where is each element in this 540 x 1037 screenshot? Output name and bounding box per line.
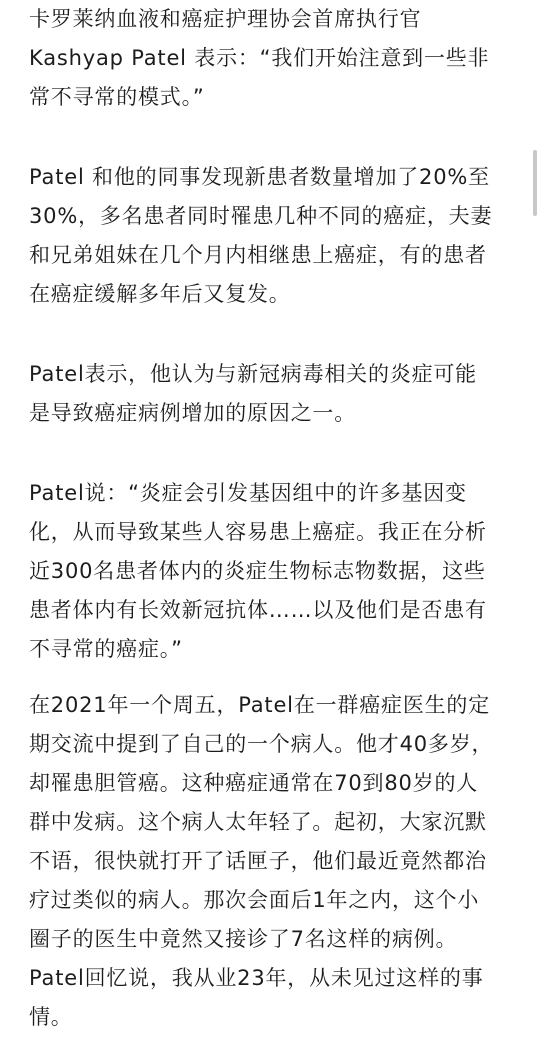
text-line: 圈子的医生中竟然又接诊了7名这样的病例。 (29, 927, 458, 951)
paragraph-gap (29, 314, 519, 355)
text-line: 在2021年一个周五，Patel在一群癌症医生的定 (29, 693, 491, 717)
scrollbar[interactable] (533, 150, 537, 216)
text-line: 情。 (29, 1005, 73, 1029)
text-line: 却罹患胆管癌。这种癌症通常在70到80岁的人 (29, 771, 479, 795)
paragraph-4 (29, 474, 519, 669)
text-line: 近300名患者体内的炎症生物标志物数据，这些 (29, 559, 486, 583)
text-line: 期交流中提到了自己的一个病人。他才40多岁， (29, 732, 494, 756)
text-line: 不语，很快就打开了话匣子，他们最近竟然都治 (29, 849, 487, 873)
text-line: Patel 和他的同事发现新患者数量增加了20%至 (29, 165, 490, 189)
text-line: 患者体内有长效新冠抗体……以及他们是否患有 (29, 598, 487, 622)
paragraph-gap (29, 117, 519, 158)
text-line: 是导致癌症病例增加的原因之一。 (29, 401, 356, 425)
paragraph-gap (29, 669, 519, 686)
text-line: Kashyap Patel 表示：“我们开始注意到一些非 (29, 46, 490, 70)
text-line: 30%，多名患者同时罹患几种不同的癌症，夫妻 (29, 204, 493, 228)
text-line: Patel回忆说，我从业23年，从未见过这样的事 (29, 966, 484, 990)
text-line: 和兄弟姐妹在几个月内相继患上癌症，有的患者 (29, 243, 487, 267)
article-body (29, 0, 519, 1037)
text-line: Patel说：“炎症会引发基因组中的许多基因变 (29, 481, 467, 505)
text-line: 在癌症缓解多年后又复发。 (29, 282, 291, 306)
paragraph-gap (29, 433, 519, 474)
text-line: 群中发病。这个病人太年轻了。起初，大家沉默 (29, 810, 487, 834)
text-line: Patel表示，他认为与新冠病毒相关的炎症可能 (29, 362, 477, 386)
text-line: 卡罗莱纳血液和癌症护理协会首席执行官 (29, 7, 422, 31)
paragraph-3 (29, 355, 519, 433)
text-line: 常不寻常的模式。” (29, 85, 205, 109)
text-line: 疗过类似的病人。那次会面后1年之内，这个小 (29, 888, 480, 912)
text-line: 不寻常的癌症。” (29, 637, 183, 661)
paragraph-2 (29, 158, 519, 314)
paragraph-1 (29, 0, 519, 117)
paragraph-5 (29, 686, 519, 1037)
text-line: 化，从而导致某些人容易患上癌症。我正在分析 (29, 520, 487, 544)
